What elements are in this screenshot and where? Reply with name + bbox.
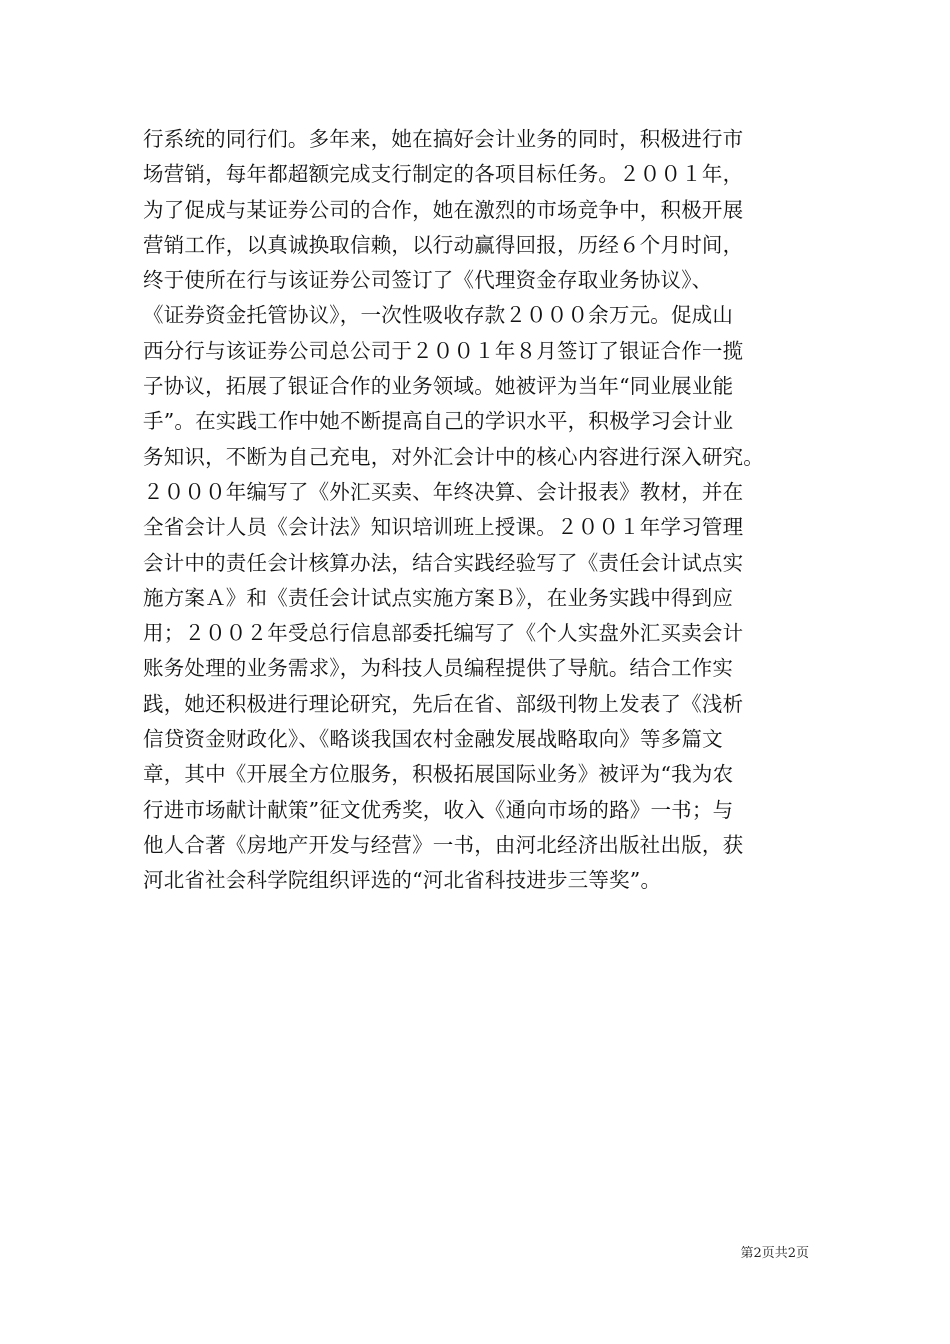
text-line: 施方案Ａ》和《责任会计试点实施方案Ｂ》，在业务实践中得到应: [143, 585, 734, 610]
body-paragraph: [143, 122, 823, 899]
text-line: 行进市场献计献策”征文优秀奖，收入《通向市场的路》一书；与: [143, 797, 734, 822]
text-line: 践，她还积极进行理论研究，先后在省、部级刊物上发表了《浅析: [143, 691, 744, 716]
text-line: 场营销，每年都超额完成支行制定的各项目标任务。２００１年，: [143, 162, 744, 187]
text-line: 账务处理的业务需求》，为科技人员编程提供了导航。结合工作实: [143, 656, 734, 681]
text-line: 手”。在实践工作中她不断提高自己的学识水平，积极学习会计业: [143, 409, 734, 434]
text-line: 河北省社会科学院组织评选的“河北省科技进步三等奖”。: [143, 868, 662, 893]
text-line: 《证券资金托管协议》，一次性吸收存款２０００余万元。促成山: [143, 303, 734, 328]
text-line: 务知识，不断为自己充电，对外汇会计中的核心内容进行深入研究。: [143, 444, 764, 469]
text-line: 营销工作，以真诚换取信赖，以行动赢得回报，历经６个月时间，: [143, 232, 744, 257]
page-number: 第2页共2页: [740, 1246, 809, 1261]
text-line: 全省会计人员《会计法》知识培训班上授课。２００１年学习管理: [143, 515, 744, 540]
text-line: 他人合著《房地产开发与经营》一书，由河北经济出版社出版，获: [143, 832, 744, 857]
text-line: 行系统的同行们。多年来，她在搞好会计业务的同时，积极进行市: [143, 127, 744, 151]
text-line: 章，其中《开展全方位服务，积极拓展国际业务》被评为“我为农: [143, 762, 734, 787]
text-line: 西分行与该证券公司总公司于２００１年８月签订了银证合作一揽: [143, 338, 744, 363]
text-line: ２０００年编写了《外汇买卖、年终决算、会计报表》教材，并在: [143, 479, 744, 504]
text-line: 为了促成与某证券公司的合作，她在激烈的市场竞争中，积极开展: [143, 197, 744, 222]
text-line: 用；２００２年受总行信息部委托编写了《个人实盘外汇买卖会计: [143, 621, 744, 646]
text-line: 会计中的责任会计核算办法，结合实践经验写了《责任会计试点实: [143, 550, 744, 575]
text-line: 信贷资金财政化》、《略谈我国农村金融发展战略取向》等多篇文: [143, 727, 723, 752]
text-line: 子协议，拓展了银证合作的业务领域。她被评为当年“同业展业能: [143, 374, 734, 399]
text-line: 终于使所在行与该证券公司签订了《代理资金存取业务协议》、: [143, 268, 713, 293]
